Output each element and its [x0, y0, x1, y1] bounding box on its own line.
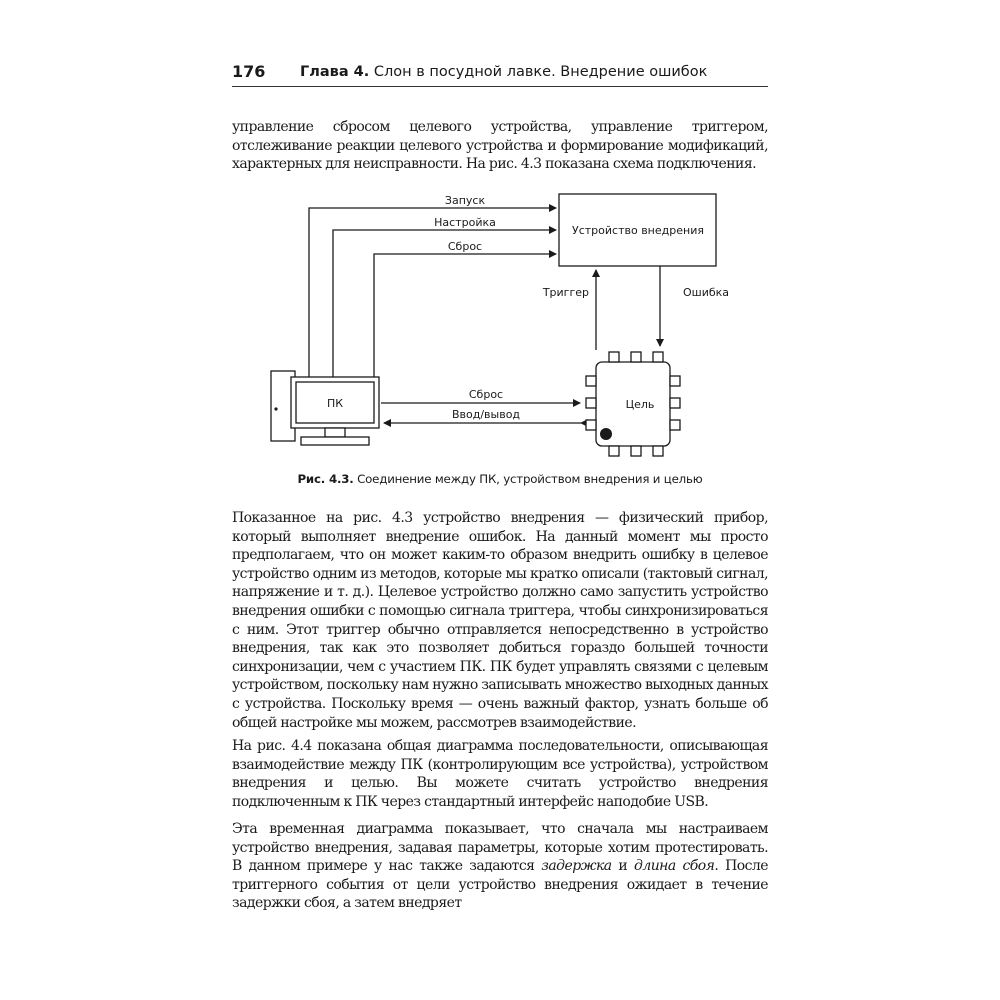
device-label: Устройство внедрения — [572, 224, 704, 237]
trigger-label: Триггер — [542, 286, 589, 299]
chip-pin — [609, 446, 619, 456]
chip-pin — [653, 352, 663, 362]
caption-text: Соединение между ПК, устройством внедрения и целью — [357, 472, 703, 486]
chip-pin — [631, 446, 641, 456]
chip-pin — [609, 352, 619, 362]
paragraph-2: На рис. 4.4 показана общая диаграмма последовательности, описывающая взаимодействие между ПК (контролирующим все устройства), устройством внедрения и целью. Вы можете считать устройство внедрения подключенным к ПК через стандартный интерфейс наподобие USB. — [232, 738, 768, 810]
pc-stand — [325, 428, 345, 437]
target-label: Цель — [625, 398, 655, 411]
setup-label: Настройка — [434, 216, 496, 229]
intro-paragraph: управление сбросом целевого устройства, управление триггером, отслеживание реакции целевого устройства и формирование модификаций, характерных для неисправности. На рис. 4.3 показана схема подключения. — [232, 119, 768, 173]
figure-caption — [232, 469, 768, 489]
pc-base — [301, 437, 369, 445]
error-label: Ошибка — [683, 286, 730, 299]
pc-label: ПК — [326, 397, 344, 410]
start-line — [309, 208, 556, 378]
chip-pin — [653, 446, 663, 456]
chip-pin — [670, 398, 680, 408]
chip-pin — [631, 352, 641, 362]
chapter-label: Глава 4. — [300, 64, 370, 80]
connection-diagram — [0, 0, 1000, 470]
paragraph-1: Показанное на рис. 4.3 устройство внедрения — физический прибор, который выполняет внедрение ошибок. На данный момент мы просто предполагаем, что он может каким-то образом внедрить ошибку в целевое устройство одним из методов, которые мы кратко описали (тактовый сигнал, напряжение и т. д.). Целевое устройство должно само запустить устройство внедрения ошибки с помощью сигнала триггера, чтобы синхронизироваться с ним. Этот триггер обычно отправляется непосредственно в устройство внедрения, так как это позволяет добиться гораздо большей точности синхронизации, чем с участием ПК. ПК будет управлять связями с целевым устройством, поскольку нам нужно записывать множество выходных данных с устройства. Поскольку время — очень важный фактор, узнать больше об общей настройке мы можем, рассмотрев взаимодействие. — [232, 510, 768, 731]
term-delay: задержка — [541, 858, 612, 875]
reset-bottom-label: Сброс — [468, 388, 504, 401]
reset-top-label: Сброс — [447, 240, 483, 253]
io-label: Ввод/вывод — [451, 408, 521, 421]
paragraph-3: Эта временная диаграмма показывает, что сначала мы настраиваем устройство внедрения, задавая параметры, которые хотим протестировать. В данном примере у нас также задаются задержка и длина сбоя. После триггерного события от цели устройство внедрения ожидает в течение задержки сбоя, а затем внедряет — [232, 821, 768, 912]
term-glitch-length: длина сбоя — [634, 858, 715, 875]
chip-pin — [586, 398, 596, 408]
chip-pin — [670, 376, 680, 386]
chip-pin — [586, 420, 596, 430]
pc-power-led — [274, 407, 277, 410]
reset-top-line — [374, 254, 556, 378]
caption-label: Рис. 4.3. — [297, 472, 354, 486]
page-number: 176 — [232, 62, 266, 81]
chapter-title: Слон в посудной лавке. Внедрение ошибок — [373, 64, 708, 80]
chip-pin — [586, 376, 596, 386]
chip-pin — [670, 420, 680, 430]
setup-line — [333, 230, 556, 378]
chip-pin1-marker — [600, 428, 612, 440]
start-label: Запуск — [444, 194, 486, 207]
